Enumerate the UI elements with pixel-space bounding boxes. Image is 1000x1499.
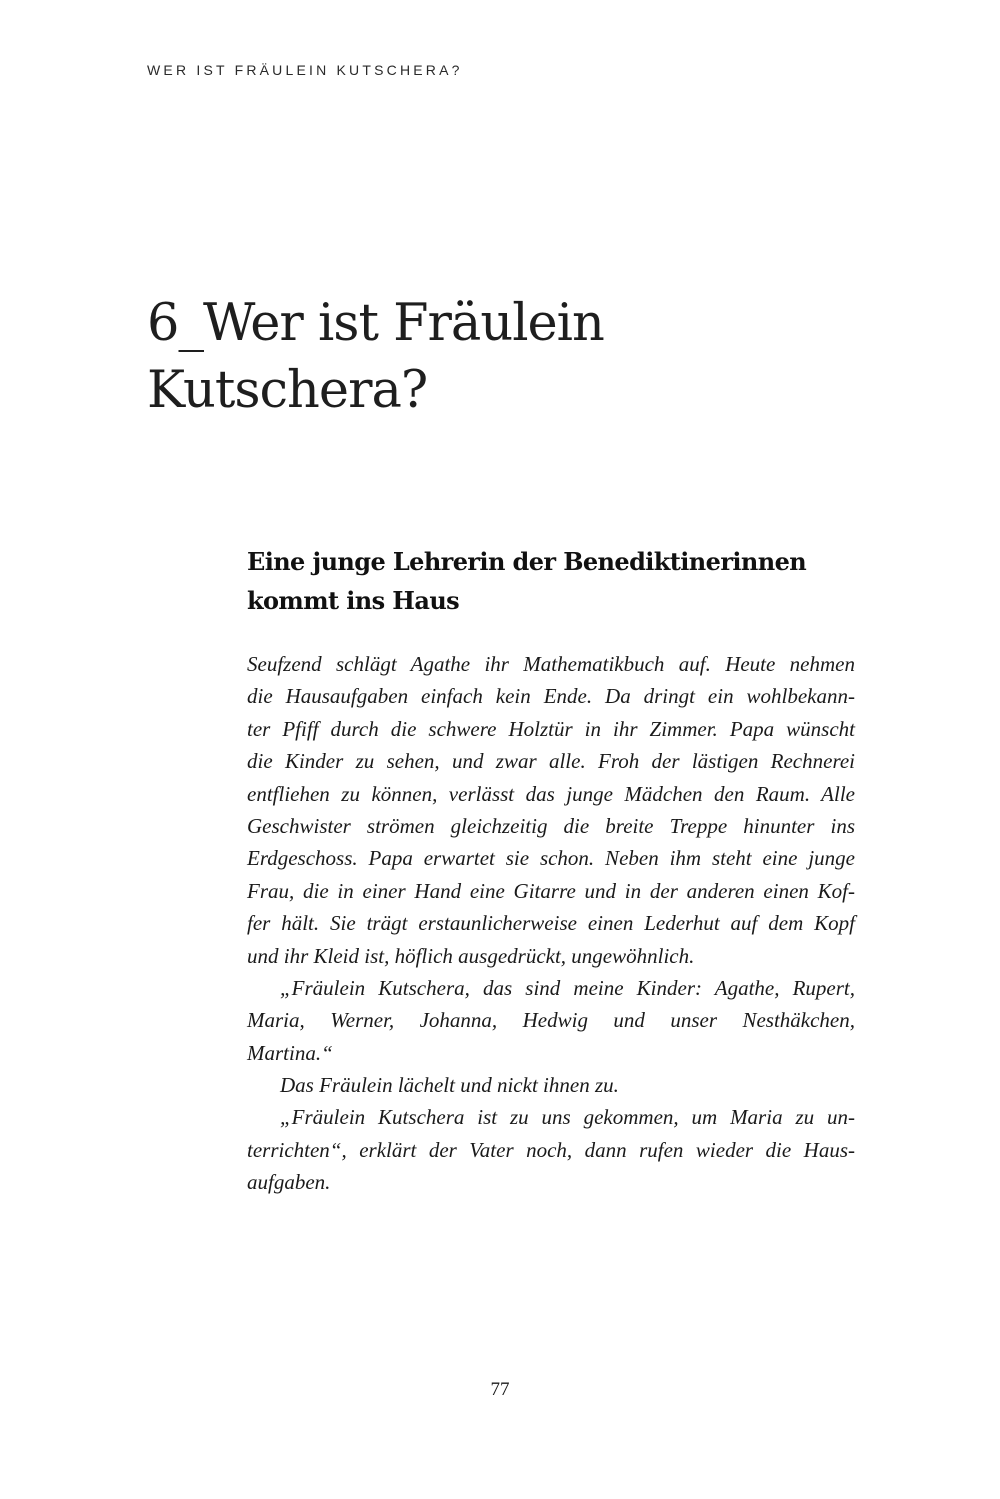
text-line: entfliehen zu können, verlässt das junge Mädchen den Raum. Alle [247,781,855,806]
text-line: Das Fräulein lächelt und nickt ihnen zu. [280,1073,619,1098]
page-number: 77 [490,1379,510,1400]
text-line: Frau, die in einer Hand eine Gitarre und in der anderen einen Kof- [247,878,855,903]
body-text [247,648,855,1199]
text-line: Geschwister strömen gleichzeitig die breite Treppe hinunter ins [247,813,855,838]
section-heading-line: kommt ins Haus [247,586,460,615]
chapter-title [147,290,867,424]
text-line: Martina.“ [247,1040,333,1065]
chapter-title-line: Kutschera? [147,361,428,420]
text-line: „Fräulein Kutschera, das sind meine Kinder: Agathe, Rupert, [280,975,855,1000]
running-head: WER IST FRÄULEIN KUTSCHERA? [147,62,463,78]
text-line: die Hausaufgaben einfach kein Ende. Da dringt ein wohlbekann- [247,684,855,709]
text-line: terrichten“, erklärt der Vater noch, dann rufen wieder die Haus- [247,1137,855,1162]
text-line: und ihr Kleid ist, höflich ausgedrückt, ungewöhnlich. [247,943,695,968]
text-line: die Kinder zu sehen, und zwar alle. Froh der lästigen Rechnerei [247,749,855,774]
text-line: ter Pfiff durch die schwere Holztür in ihr Zimmer. Papa wünscht [247,716,855,741]
text-line: Erdgeschoss. Papa erwartet sie schon. Neben ihm steht eine junge [247,846,855,871]
text-line: aufgaben. [247,1170,331,1195]
text-line: „Fräulein Kutschera ist zu uns gekommen, um Maria zu un- [280,1105,855,1130]
chapter-title-line: 6_Wer ist Fräulein [147,294,604,353]
section-heading-line: Eine junge Lehrerin der Benediktinerinnen [247,547,807,576]
text-line: fer hält. Sie trägt erstaunlicherweise einen Lederhut auf dem Kopf [247,911,855,936]
section-heading [247,542,867,620]
text-line: Seufzend schlägt Agathe ihr Mathematikbuch auf. Heute nehmen [247,652,855,676]
text-line: Maria, Werner, Johanna, Hedwig und unser Nesthäkchen, [247,1008,855,1033]
